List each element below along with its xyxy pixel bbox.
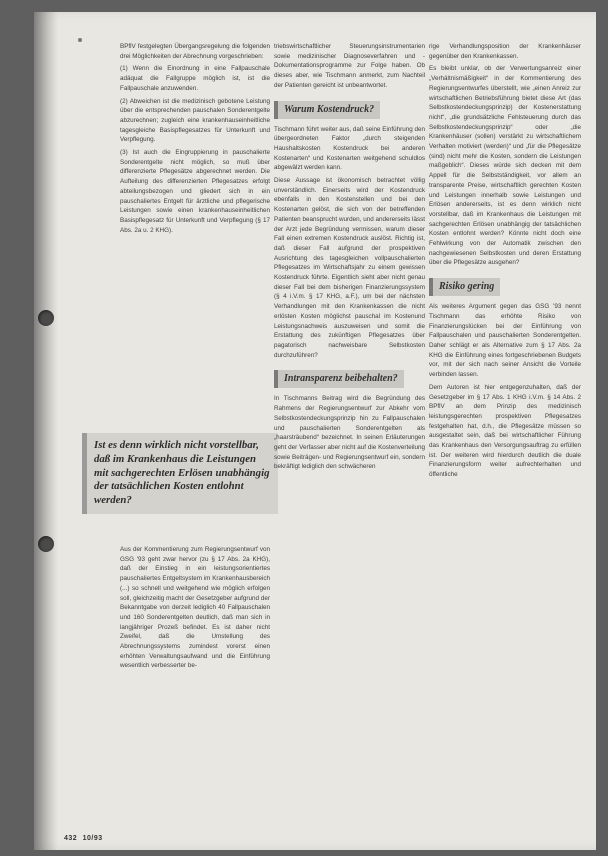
paragraph: rige Verhandlungsposition der Krankenhäuser gegenüber den Krankenkassen. — [429, 43, 581, 60]
page-footer — [64, 835, 106, 842]
paragraph: Als weiteres Argument gegen das GSG '93 nennt Tischmann das erhöhte Risiko von Finanzierungslücken bei der Einführung von Fallpauschalen und pauschalierten Sonderentgelten. Daher schlägt er als Alternative zum § 17 Abs. 2a KHG die Einführung eines fortgeschriebenen Budgets vor, mit der sich nach seiner Ansicht die Vorteile verbinden lassen. — [429, 303, 581, 379]
subheading: Intransparenz beibehalten? — [274, 370, 404, 388]
paragraph: Aus der Kommentierung zum Regierungsentwurf von GSG '93 geht zwar hervor (zu § 17 Abs. 2a KHG), daß der Einstieg in ein leistungsorientiertes pauschaliertes Entgeltsystem im Krankenhausbereich (...) so schnell und weitgehend wie möglich erfolgen soll, gleichzeitig macht der Gesetzgeber aufgrund der Bekanntgabe von derzeit lediglich 40 Fallpauschalen und 160 Sonderentgelten deutlich, daß man sich in langjähriger Prozeß befindet. Es ist daher nicht Zweifel, daß die Umstellung des Abrechnungssystems zumindest vorerst einen erhöhten Verwaltungsaufwand und die Einführung wesentlich verbesserter be- — [120, 546, 270, 670]
column-2 — [274, 42, 425, 475]
paragraph: Dem Autoren ist hier entgegenzuhalten, daß der Gesetzgeber im § 17 Abs. 1 KHG i.V.m. § 14 Abs. 2 BPflV an dem Prinzip des medizinisch leistungsgerechten prospektiven Pflegesatzes festgehalten hat, d.h., die Pflegesätze müssen so ausgestaltet sein, daß bei wirtschaftlicher Führung das Krankenhaus den Versorgungsauftrag zu erfüllen ist. Der weiteren wird hierdurch deutlich die duale Finanzierungsform weiter aufrechterhalten und öffentliche — [429, 383, 581, 479]
paragraph: (1) Wenn die Einordnung in eine Fallpauschale adäquat die Fallgruppe möglich ist, ist die Fallpauschale anzuwenden. — [120, 65, 270, 92]
issue-number: 10/93 — [82, 835, 103, 842]
page-number: 432 — [64, 835, 78, 842]
paragraph: Tischmann führt weiter aus, daß seine Einführung den übergeordneten Faktor „durch steigenden Haushaltskosten Kostendruck bei anderen Kostenarten“ und Kostenarten weitgehend schuldlos abgewälzt werden kann. — [274, 125, 425, 172]
column-3 — [429, 42, 581, 483]
subheading: Risiko gering — [429, 278, 500, 296]
paragraph: In Tischmanns Beitrag wird die Begründung des Rahmens der Regierungsentwurf zur Abkehr vom Selbstkostendeckungsprinzip hin zu Fallpauschalen und pauschalierten Sonderentgelten als „haarsträubend“ bezeichnet. In seinen Erläuterungen geht der Verfasser aber nicht auf die Kostenverteilung sowie Beiträgen- und Regierungsentwurf ein, sondern bekräftigt lediglich den schwächeren — [274, 395, 425, 471]
paragraph: (3) Ist auch die Eingruppierung in pauschalierte Sonderentgelte nicht möglich, so muß über differenzierte Pflegesätze abgerechnet werden. Die Aufteilung des differenzierten Pflegesatzes erfolgt abteilungsbezogen und gliedert sich in ein pauschaliertes Entgelt für ärztliche und pflegerische Leistungen sowie einen krankenhauseinheitlichen Basispflegesatz für Unterkunft und Verpflegung (§ 17 Abs. 2a u. 2 KHG). — [120, 149, 270, 234]
pull-quote: Ist es denn wirklich nicht vorstellbar, daß im Krankenhaus die Leistungen mit sachgerechten Erlösen unabhängig der tatsächlichen Kosten entlohnt werden? — [82, 433, 278, 514]
binder-hole — [38, 536, 54, 552]
margin-dot — [78, 38, 82, 42]
page-spine-shadow — [34, 12, 58, 850]
document-page — [34, 12, 596, 850]
column-1-top — [120, 42, 270, 238]
paragraph: BPflV festgelegten Übergangsregelung die folgenden drei Möglichkeiten der Abrechnung vorgeschrieben: — [120, 43, 270, 60]
paragraph: Diese Aussage ist ökonomisch betrachtet völlig unverständlich. Einerseits wird der Kostendruck ebenfalls in den Kostenstellen und bei den Kostenarten gelöst, die sich von der betreffenden Patienten beansprucht wurden, und andererseits lässt der Arzt jede Begründung vermissen, warum dieser Fall einen extremen Kostendruck auslöst. Richtig ist, daß dieser Fall aufgrund der prospektiven Ausrichtung des tagesgleichen vollpauschalierten Pflegesatzes im Wirtschaftsjahr zu einem gewissen Kostendruck führte. Eigentlich sieht aber nicht genau dieser Fall bei dem bisherigen Finanzierungssystem (§ 4 i.V.m. § 17 KHG, a.F.), um bei der nächsten Verhandlungen mit den Krankenkassen die nicht erlösten Kosten möglichst pauschal im Kostenund Leistungsnachweis auszuweisen und somit die Erstattung des zukünftigen Pflegesatzes über pagatorisch nachweisbare Selbstkosten durchzuführen? — [274, 177, 425, 359]
paragraph: Es bleibt unklar, ob der Verwertungsanreiz einer „Verhältnismäßigkeit“ in der Kommentierung des Regierungsentwurfes überstellt, wie „einen Anreiz zur wirtschaftlichen Betriebsführung bietet diese Art (das Selbstkostendeckungsprinzip) der Kostenerstattung nicht“, „die grundsätzliche Fehlsteuerung durch das Selbstkostendeckungsprinzip“ oder „die Krankenhäuser (sollen) verstärkt zu wirtschaftlichem Verhalten motiviert (werden)“ und „für die Pflegesätze (sind) nicht mehr die Kosten, sondern die Leistungen maßgeblich“. Dieses würde sich decken mit dem Appell für die Selbstständigkeit, vor allem an transparente Preise, wirtschaftlich gerechten Kosten und Leistungen innerhalb sowie Leistungen und Erlösen andererseits, ist es denn wirklich nicht vorstellbar, daß im Krankenhaus die Leistungen mit sachgerechten Erlösen unabhängig der tatsächlichen Kosten entlohnt werden? Könnte nicht doch eine Fehlwirkung von der Automatik zwischen den nachgewiesenen Selbstkosten und deren Erstattung über die Pflegesätze ausgehen? — [429, 65, 581, 267]
paragraph: triebswirtschaftlicher Steuerungsinstrumentarien sowie medizinischer Diagnoseverfahren und -Dokumentationsprogramme zur Folge haben. Ob dieses aber, wie Tischmann anmerkt, zum Nachteil der Patienten gereicht ist unbeantwortet. — [274, 43, 425, 89]
subheading: Warum Kostendruck? — [274, 101, 380, 119]
column-1-bottom — [120, 545, 270, 674]
binder-hole — [38, 310, 54, 326]
paragraph: (2) Abweichen ist die medizinisch gebotene Leistung über die entsprechenden pauschalen Sonderentgelte abzurechnen; zugleich eine krankenhauseinheitliche tagesgleiche Basispflegesatzes für Unterkunft und Verpflegung. — [120, 97, 270, 144]
